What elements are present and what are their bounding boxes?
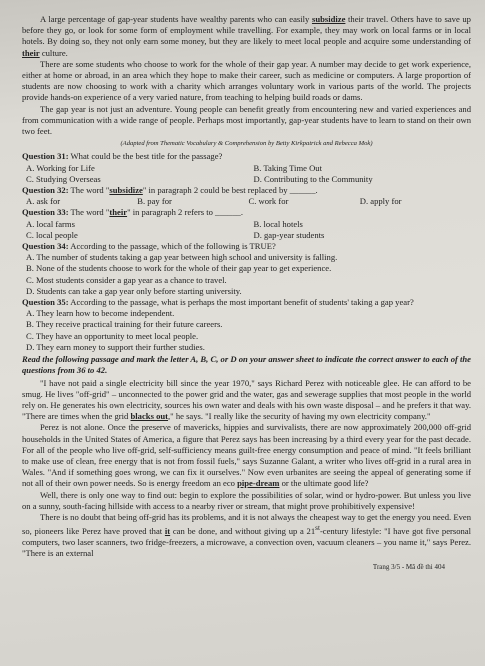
option-b[interactable]: B. local hotels [253,218,303,229]
text-run: or the ultimate good life? [279,478,369,489]
option-a[interactable]: A. They learn how to become independent. [26,308,175,319]
question-label: Question 31: [22,151,69,162]
passage-source: (Adapted from Thematic Vocabulary & Comprehension by Betty Kirkpatrick and Rebecca Mok) [120,140,373,148]
passage2-paragraph1 [22,378,471,423]
question-text: According to the passage, what is perhaps the most important benefit of students' taking a gap year? [68,297,414,308]
passage1-paragraph3: The gap year is not just an adventure. Young people can benefit greatly from encountering new and varied experiences and from communication with a wide range of people. Perhaps most importantly, gap-year students have to learn to stand on their own two feet. [22,103,471,137]
option-d[interactable]: D. apply for [359,196,402,207]
option-d[interactable]: D. They earn money to support their further studies. [26,341,205,352]
option-c[interactable]: C. Studying Overseas [26,173,101,184]
question-33 [22,207,471,241]
highlighted-word: their [22,47,40,58]
option-a[interactable]: A. ask for [26,196,61,207]
text-run: A large percentage of gap-year students have wealthy parents who can easily [40,14,312,24]
option-a[interactable]: A. Working for Life [26,162,95,173]
question-label: Question 32: [22,185,69,196]
passage2-paragraph3: Well, there is only one way to find out: begin to explore the possibilities of solar, wind or hydro-power. But unless you live on a sunny, south-facing hillside with access to a nearby river or stream, that might prove prohibitively expensive! [22,489,471,511]
superscript: st [315,524,320,533]
text-run: can be done, and without giving up a 21 [170,526,316,536]
text-run: There is no doubt that being off-grid has its problems, and it is not always the cheapest way to get the energy you need. Even so, pioneers like Perez have proved that [22,511,471,536]
option-c[interactable]: C. They have an opportunity to meet local people. [26,330,199,341]
question-32 [22,185,471,207]
highlighted-word: it [164,526,171,536]
passage1-paragraph2: There are some students who choose to work for the whole of their gap year. A number may decide to get work experience, either at home or abroad, in an area which they hope to make their career, such as medicine or computers. A large proportion of students are now choosing to work with a charity which arranges voluntary work in various parts of the world. The projects provide hands-on experience of a very varied nature, from teaching to helping build roads or dams. [22,58,471,103]
section-instruction: Read the following passage and mark the letter A, B, C, or D on your answer sheet to indicate the correct answer to each of the questions from 36 to 42. [22,354,471,376]
question-label: Question 33: [22,207,69,218]
highlighted-word: blacks out [130,411,169,422]
passage2-paragraph4 [22,512,471,560]
question-34 [22,241,471,297]
text-run: their travel. Others have to save up before they go, or look for some form of employment while travelling. For example, they may work on local farms or in local hotels. By doing so, they not only earn some money, but they are likely to meet local people and acquire some understanding of [22,14,471,47]
option-b[interactable]: B. Taking Time Out [253,162,322,173]
option-c[interactable]: C. work for [248,196,289,207]
option-b[interactable]: B. They receive practical training for their future careers. [26,319,223,330]
question-text: The word " [68,207,110,218]
highlighted-word: their [109,207,128,218]
highlighted-word: subsidize [109,185,143,196]
question-text: According to the passage, which of the following is TRUE? [68,241,276,252]
option-d[interactable]: D. Students can take a gap year only before starting university. [26,285,242,296]
question-label: Question 34: [22,241,69,252]
question-text: The word " [68,185,110,196]
question-text: " in paragraph 2 could be best replaced by ______. [142,185,318,196]
option-b[interactable]: B. None of the students choose to work for the whole of their gap year to get experience. [26,263,332,274]
option-a[interactable]: A. The number of students taking a gap year between high school and university is falling. [26,252,338,263]
question-label: Question 35: [22,297,69,308]
page-footer: Trang 3/5 - Mã đề thi 404 [372,562,445,571]
highlighted-word: pipe-dream [237,478,280,489]
option-a[interactable]: A. local farms [26,218,75,229]
passage2-paragraph2 [22,422,471,489]
passage1-paragraph1 [22,14,471,59]
highlighted-word: subsidize [311,14,346,24]
text-run: ," he says. "I really like the security of having my own electricity company." [168,411,431,422]
option-d[interactable]: D. Contributing to the Community [253,173,373,184]
question-text: What could be the best title for the passage? [68,151,223,162]
text-run: culture. [39,47,68,58]
question-35 [22,297,471,353]
question-31 [22,151,471,185]
option-d[interactable]: D. gap-year students [253,229,325,240]
text-run: -century lifestyle: "I have got five personal computers, two laser scanners, two fridge-freezers, a microwave, a convection oven, vacuum cleaners – you name it," says Perez. "There is an external [22,526,472,559]
option-c[interactable]: C. local people [26,229,78,240]
text-run: "I have not paid a single electricity bill since the year 1970," says Richard Perez with noticeable glee. He can afford to be smug. He lives "off-grid" – unconnected to the power grid and the water, gas and sewerage supplies that most people in the world rely on. He generates his own electricity, sources his own water and deals with his own waste disposal – and he prefers it that way. "There are times when the grid [22,377,471,422]
option-b[interactable]: B. pay for [137,196,172,207]
text-run: Perez is not alone. Once the preserve of mavericks, hippies and survivalists, there are now approximately 200,000 off-grid households in the United States of America, a figure that Perez says has been increasing by a third every year for the past decade. For all of the people who live off-grid, self-sufficiency means guilt-free energy consumption and peace of mind. "It feels brilliant to make use of clean, free energy that is not from fossil fuels," says Suzanne Galant, a writer who lives off-grid in a rural area in Wales. "And if something goes wrong, we can fix it ourselves." Now even urbanites are seeing the appeal of generating some if not all of their own power needs. So is energy freedom an eco [22,422,471,489]
question-text: " in paragraph 2 refers to ______. [127,207,243,218]
option-c[interactable]: C. Most students consider a gap year as a chance to travel. [26,274,227,285]
